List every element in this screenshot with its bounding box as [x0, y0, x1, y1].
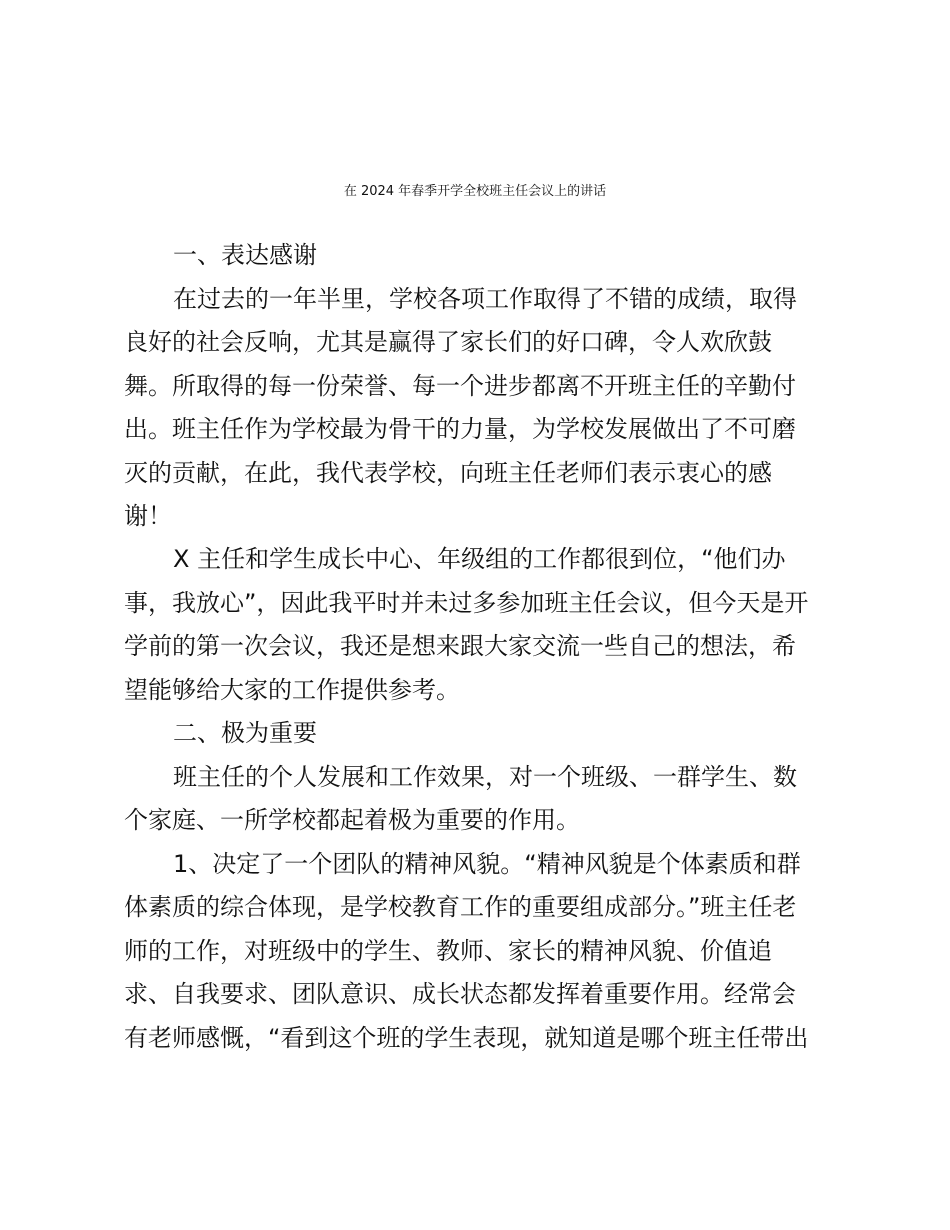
paragraph-line: 有老师感慨，“看到这个班的学生表现，就知道是哪个班主任带出 — [124, 1024, 809, 1052]
paragraph-line: 班主任的个人发展和工作效果，对一个班级、一群学生、数 — [173, 763, 797, 791]
paragraph-line: 望能够给大家的工作提供参考。 — [124, 676, 460, 704]
paragraph-line: 良好的社会反响，尤其是赢得了家长们的好口碑，令人欢欣鼓 — [124, 328, 772, 356]
paragraph-line: X 主任和学生成长中心、年级组的工作都很到位，“他们办 — [173, 545, 786, 573]
paragraph-line: 舞。所取得的每一份荣誉、每一个进步都离不开班主任的辛勤付 — [124, 372, 796, 400]
paragraph-line: 1、决定了一个团队的精神风貌。“精神风貌是个体素质和群 — [173, 850, 801, 878]
paragraph-line: 师的工作，对班级中的学生、教师、家长的精神风貌、价值追 — [124, 937, 772, 965]
paragraph-line: 灭的贡献，在此，我代表学校，向班主任老师们表示衷心的感 — [124, 459, 772, 487]
paragraph-line: 出。班主任作为学校最为骨干的力量，为学校发展做出了不可磨 — [124, 415, 796, 443]
paragraph-line: 在过去的一年半里，学校各项工作取得了不错的成绩，取得 — [173, 285, 797, 313]
paragraph-line: 谢！ — [124, 502, 172, 530]
section-heading: 一、表达感谢 — [173, 241, 317, 269]
document-title: 在 2024 年春季开学全校班主任会议上的讲话 — [343, 184, 607, 199]
paragraph-line: 体素质的综合体现，是学校教育工作的重要组成部分。”班主任老 — [124, 893, 797, 921]
paragraph-line: 事，我放心”，因此我平时并未过多参加班主任会议，但今天是开 — [124, 589, 809, 617]
paragraph-line: 学前的第一次会议，我还是想来跟大家交流一些自己的想法，希 — [124, 632, 796, 660]
paragraph-line: 求、自我要求、团队意识、成长状态都发挥着重要作用。经常会 — [124, 980, 796, 1008]
section-heading: 二、极为重要 — [173, 719, 317, 747]
paragraph-line: 个家庭、一所学校都起着极为重要的作用。 — [124, 806, 580, 834]
